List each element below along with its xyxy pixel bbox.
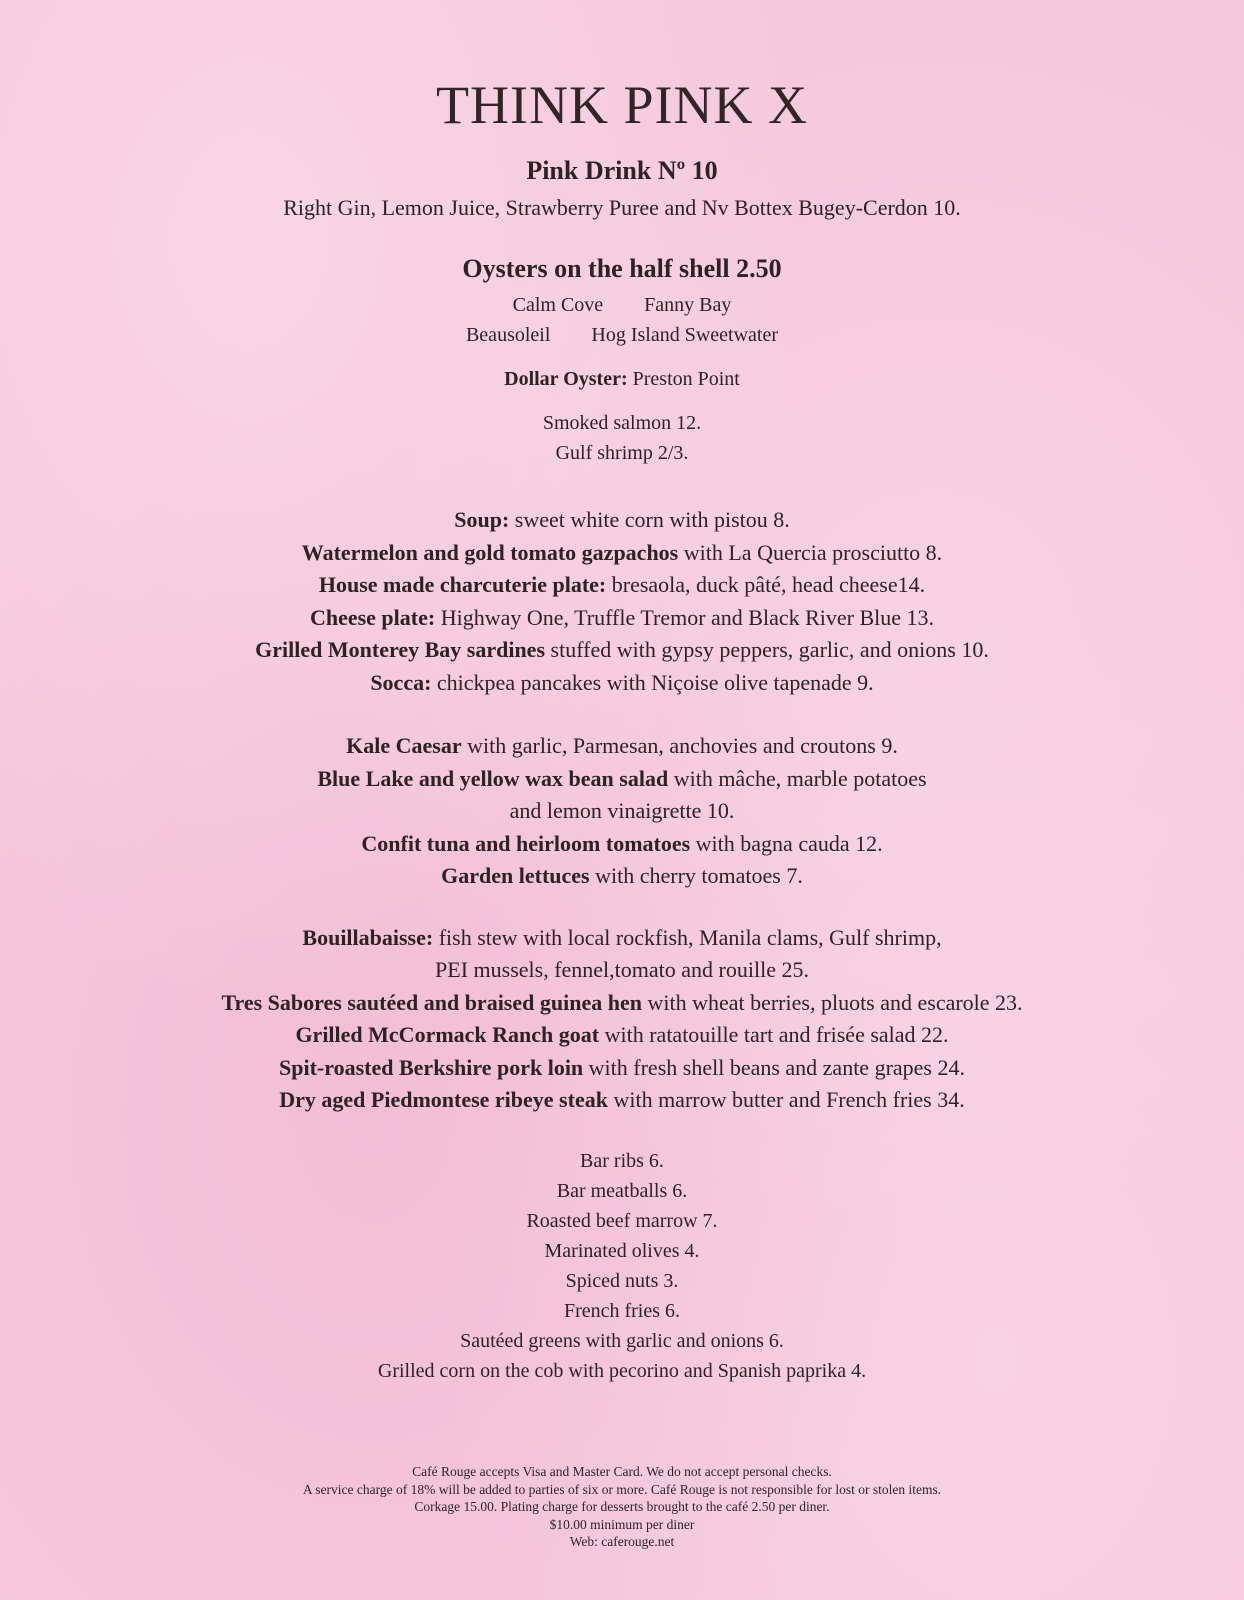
oysters-heading: Oysters on the half shell 2.50: [462, 254, 782, 283]
dish-description: stuffed with gypsy peppers, garlic, and onions 10.: [545, 637, 989, 663]
dish-name: Dry aged Piedmontese ribeye steak: [279, 1087, 608, 1112]
bar-item: Grilled corn on the cob with pecorino and Spanish paprika 4.: [377, 1360, 867, 1382]
menu-title: THINK PINK X: [436, 75, 808, 135]
dish-name: Spit-roasted Berkshire pork loin: [279, 1054, 584, 1080]
dish-name: Bouillabaisse:: [302, 925, 434, 950]
dish-name: Grilled McCormack Ranch goat: [295, 1022, 600, 1048]
dish-description: with ratatouille tart and frisée salad 22.: [599, 1022, 949, 1048]
dollar-oyster-value: Preston Point: [627, 368, 740, 390]
menu-item: [0, 798, 1244, 824]
menu-item: [0, 925, 1244, 951]
dish-name: Blue Lake and yellow wax bean salad: [317, 765, 669, 791]
dish-description: with cherry tomatoes 7.: [589, 863, 803, 888]
bar-item: Sautéed greens with garlic and onions 6.: [460, 1330, 784, 1352]
dish-description: Highway One, Truffle Tremor and Black River Blue 13.: [435, 604, 935, 630]
oyster-item: Fanny Bay: [644, 294, 732, 316]
menu-item: [0, 1022, 1244, 1048]
footer-line: $10.00 minimum per diner: [549, 1516, 695, 1532]
oyster-item: Calm Cove: [512, 294, 604, 316]
dish-description: with garlic, Parmesan, anchovies and croutons 9.: [461, 733, 898, 758]
dish-description: with bagna cauda 12.: [690, 830, 883, 856]
menu-item: [0, 540, 1244, 566]
menu-item: [0, 990, 1244, 1016]
menu-item: [0, 733, 1244, 759]
dish-name: Socca:: [370, 670, 432, 695]
menu-item: [0, 637, 1244, 663]
dish-description: with mâche, marble potatoes: [668, 765, 927, 791]
drink-description: Right Gin, Lemon Juice, Strawberry Puree and Nv Bottex Bugey-Cerdon 10.: [283, 195, 961, 220]
footer-line: Café Rouge accepts Visa and Master Card. We do not accept personal checks.: [412, 1464, 832, 1479]
dish-description: with marrow butter and French fries 34.: [607, 1087, 965, 1112]
oyster-extra: Smoked salmon 12.: [542, 412, 702, 434]
bar-item: French fries 6.: [563, 1300, 681, 1322]
dish-description: bresaola, duck pâté, head cheese14.: [606, 572, 926, 598]
oyster-item: Hog Island Sweetwater: [591, 324, 779, 346]
menu-item: [0, 507, 1244, 533]
oyster-extra: Gulf shrimp 2/3.: [555, 442, 689, 464]
dish-description: chickpea pancakes with Niçoise olive tapenade 9.: [431, 670, 874, 695]
dish-name: Watermelon and gold tomato gazpachos: [301, 539, 679, 565]
menu-item: [0, 1055, 1244, 1081]
menu-item: [0, 1087, 1244, 1113]
dish-name: Garden lettuces: [441, 863, 590, 888]
footer-line: A service charge of 18% will be added to parties of six or more. Café Rouge is not responsible for lost or stolen items.: [302, 1481, 942, 1497]
dish-name: Grilled Monterey Bay sardines: [255, 637, 546, 663]
dish-description: with wheat berries, pluots and escarole 23.: [641, 989, 1023, 1015]
drink-name: Pink Drink Nº 10: [526, 156, 718, 185]
dish-description: fish stew with local rockfish, Manila clams, Gulf shrimp,: [433, 925, 942, 950]
bar-item: Roasted beef marrow 7.: [526, 1210, 718, 1232]
dish-name: Tres Sabores sautéed and braised guinea hen: [221, 989, 642, 1015]
menu-item: [0, 863, 1244, 889]
footer-line: Corkage 15.00. Plating charge for desserts brought to the café 2.50 per diner.: [414, 1499, 830, 1515]
menu-item: [0, 831, 1244, 857]
dish-name: Confit tuna and heirloom tomatoes: [361, 830, 691, 856]
menu-item: [0, 605, 1244, 631]
bar-item: Bar ribs 6.: [580, 1150, 664, 1172]
dish-name: Kale Caesar: [346, 733, 462, 758]
dish-description: and lemon vinaigrette 10.: [509, 798, 735, 823]
menu-item: [0, 766, 1244, 792]
dish-description: with fresh shell beans and zante grapes 24.: [583, 1054, 965, 1080]
dish-description: PEI mussels, fennel,tomato and rouille 25.: [435, 957, 809, 983]
oyster-row-1: [0, 294, 1244, 317]
dish-name: Cheese plate:: [309, 604, 436, 630]
dollar-oyster: [0, 368, 1244, 391]
dish-name: House made charcuterie plate:: [318, 572, 607, 598]
dish-description: sweet white corn with pistou 8.: [509, 507, 790, 532]
oyster-item: Beausoleil: [465, 324, 551, 346]
bar-item: Bar meatballs 6.: [556, 1180, 688, 1202]
dish-description: with La Quercia prosciutto 8.: [678, 539, 943, 565]
dish-name: Soup:: [454, 507, 510, 532]
footer-line: Web: caferouge.net: [569, 1534, 675, 1550]
menu-item: [0, 957, 1244, 983]
menu-item: [0, 670, 1244, 696]
bar-item: Marinated olives 4.: [544, 1240, 700, 1262]
menu-item: [0, 572, 1244, 598]
bar-item: Spiced nuts 3.: [565, 1270, 679, 1292]
oyster-row-2: [0, 324, 1244, 347]
dollar-oyster-label: Dollar Oyster:: [504, 368, 628, 390]
